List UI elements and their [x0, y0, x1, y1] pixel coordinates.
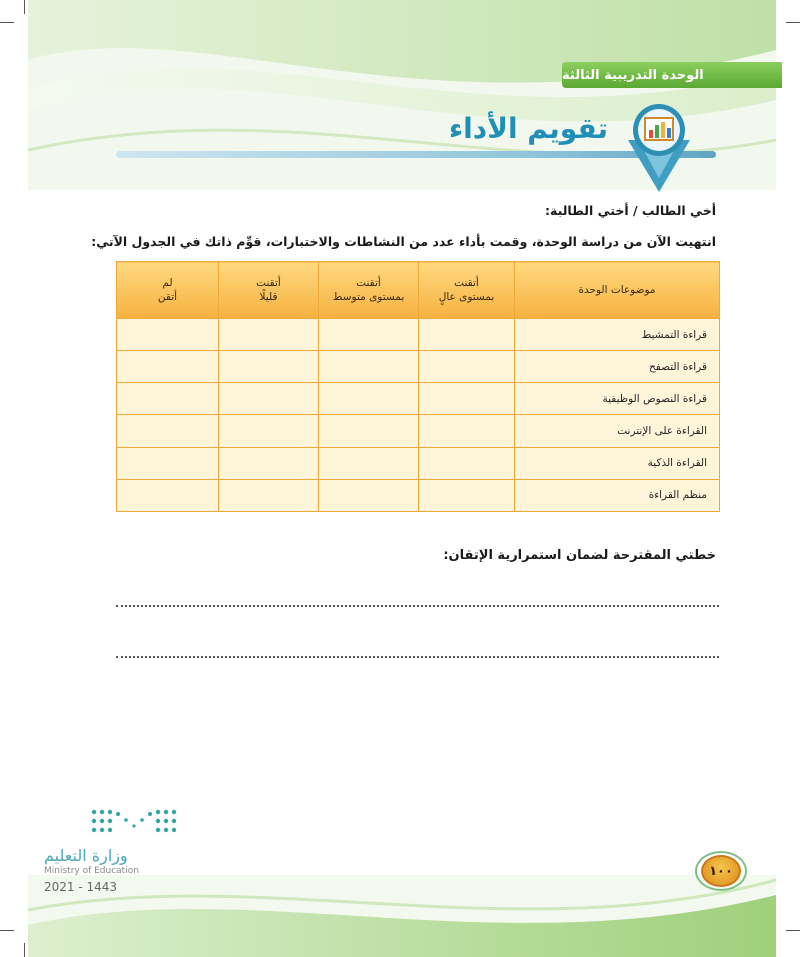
intro-instructions: انتهيت الآن من دراسة الوحدة، وقمت بأداء عدد من النشاطات والاختبارات، قوِّم ذاتك في الجدول الآتي:	[91, 234, 716, 249]
rating-cell[interactable]	[117, 479, 219, 511]
table-row	[117, 415, 720, 447]
rating-cell[interactable]	[319, 479, 419, 511]
rating-cell[interactable]	[117, 447, 219, 479]
table-row	[117, 447, 720, 479]
rating-cell[interactable]	[419, 383, 515, 415]
rating-cell[interactable]	[419, 351, 515, 383]
topic-cell: قراءة النصوص الوظيفية	[515, 383, 720, 415]
header-mastered-medium: أتقنت بمستوى متوسط	[319, 262, 419, 319]
topic-cell: قراءة التصفح	[515, 351, 720, 383]
table-row	[117, 351, 720, 383]
topic-cell: قراءة التمشيط	[515, 319, 720, 351]
rating-cell[interactable]	[419, 447, 515, 479]
rating-cell[interactable]	[219, 383, 319, 415]
rating-cell[interactable]	[219, 351, 319, 383]
table-header-row	[117, 262, 720, 319]
ministry-logo	[44, 808, 184, 898]
rating-cell[interactable]	[419, 479, 515, 511]
rating-cell[interactable]	[117, 383, 219, 415]
rating-cell[interactable]	[419, 415, 515, 447]
table-row	[117, 479, 720, 511]
rating-cell[interactable]	[319, 319, 419, 351]
rating-cell[interactable]	[319, 383, 419, 415]
topic-cell: القراءة على الإنترنت	[515, 415, 720, 447]
header-mastered-high: أتقنت بمستوى عالٍ	[419, 262, 515, 319]
page-number-badge	[695, 851, 747, 891]
rating-cell[interactable]	[219, 319, 319, 351]
table-row	[117, 319, 720, 351]
self-evaluation-table	[116, 261, 720, 512]
ministry-name-english: Ministry of Education	[44, 866, 139, 876]
rating-cell[interactable]	[117, 319, 219, 351]
rating-cell[interactable]	[117, 415, 219, 447]
header-topics: موضوعات الوحدة	[515, 262, 720, 319]
page-title: تقويم الأداء	[448, 112, 608, 145]
header-not-mastered: لم أتقن	[117, 262, 219, 319]
plan-answer-line[interactable]	[116, 605, 719, 607]
rating-cell[interactable]	[419, 319, 515, 351]
chart-board-icon	[598, 100, 718, 195]
table-row	[117, 383, 720, 415]
ministry-dots-icon	[90, 808, 182, 836]
topic-cell: منظم القراءة	[515, 479, 720, 511]
ministry-name-arabic: وزارة التعليم	[44, 846, 128, 865]
header-mastered-little: أتقنت قليلًا	[219, 262, 319, 319]
intro-greeting: أخي الطالب / أختي الطالبة:	[545, 203, 716, 218]
rating-cell[interactable]	[319, 351, 419, 383]
rating-cell[interactable]	[219, 415, 319, 447]
rating-cell[interactable]	[319, 415, 419, 447]
rating-cell[interactable]	[117, 351, 219, 383]
plan-answer-line[interactable]	[116, 656, 719, 658]
rating-cell[interactable]	[319, 447, 419, 479]
topic-cell: القراءة الذكية	[515, 447, 720, 479]
page-number: ١٠٠	[701, 855, 741, 887]
edition-year: 2021 - 1443	[44, 880, 118, 894]
rating-cell[interactable]	[219, 447, 319, 479]
rating-cell[interactable]	[219, 479, 319, 511]
unit-tab: الوحدة التدريبية الثالثة	[562, 62, 782, 88]
plan-label: خطتي المقترحة لضمان استمرارية الإتقان:	[443, 548, 716, 563]
